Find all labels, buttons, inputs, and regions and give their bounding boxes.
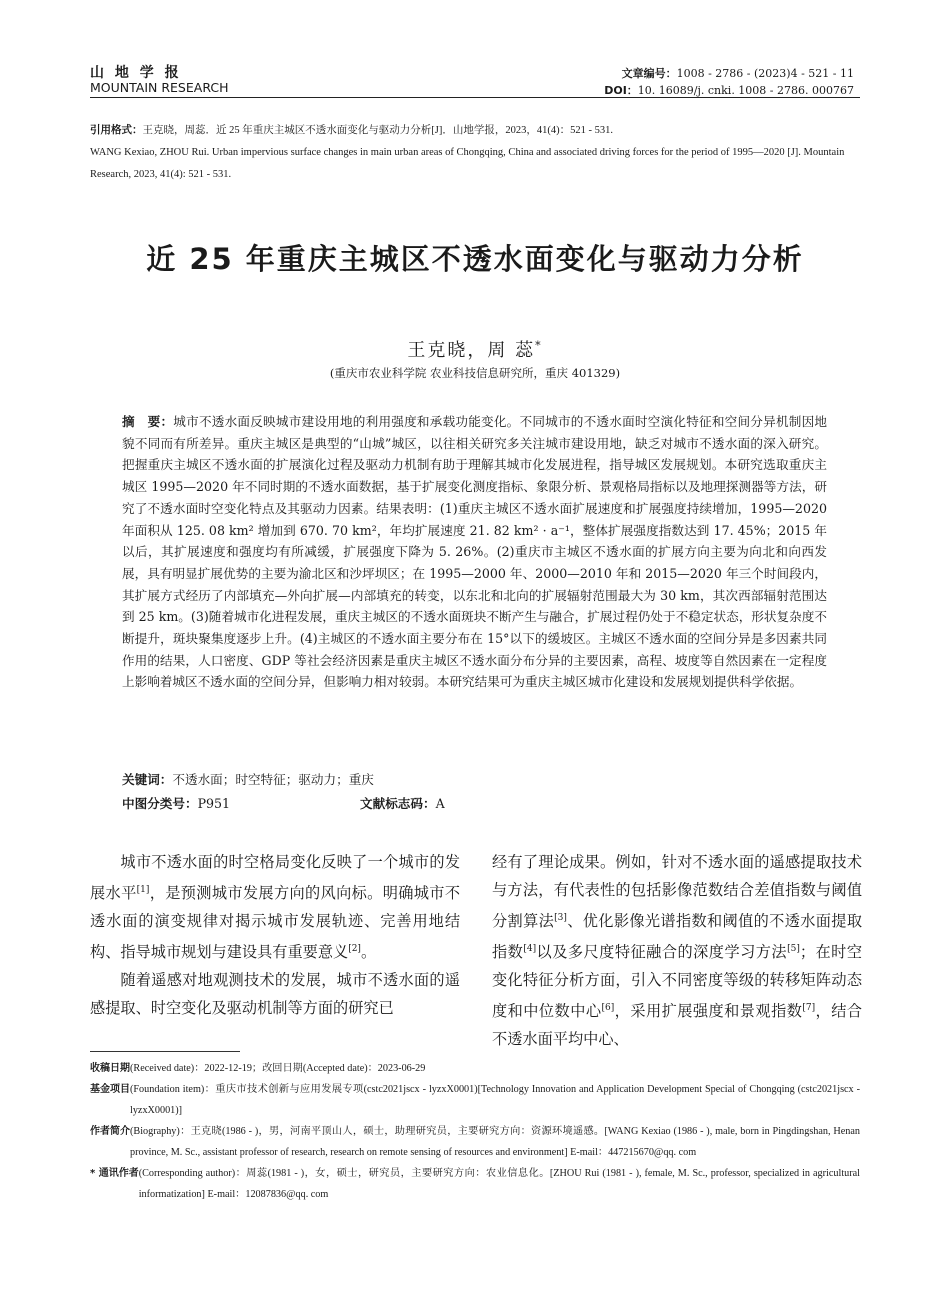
paragraph: 经有了理论成果。例如，针对不透水面的遥感提取技术与方法，有代表性的包括影像范数结合差值指数与阈值分割算法[3]、优化影像光谱指数和阈值的不透水面提取指数[4]以及多尺度特征融合的深度学习方法[5]；在时空变化特征分析方面，引入不同密度等级的转移矩阵动态度和中位数中心[6]，采用扩展强度和景观指数[7]，结合不透水面平均中心、 xyxy=(492,853,863,1049)
reference-link[interactable]: [6] xyxy=(601,1003,615,1014)
footnote-received: 收稿日期 (Received date)：2022-12-19；改回日期(Accepted date)：2023-06-29 xyxy=(90,1063,426,1074)
document-code: 文献标志码：A xyxy=(360,796,445,811)
article-meta xyxy=(604,65,854,99)
journal-name-cn: 山 地 学 报 xyxy=(90,65,182,81)
citation-block xyxy=(90,119,860,186)
header-divider xyxy=(90,97,860,98)
doi[interactable]: DOI：10. 16089/j. cnki. 1008 - 2786. 000767 xyxy=(604,84,854,97)
citation-en: WANG Kexiao, ZHOU Rui. Urban impervious surface changes in main urban areas of Chongqing, China and associated driving forces for the period of 1995—2020 [J]. Mountain Research, 2023, 41(4): 521 - 531. xyxy=(90,147,845,180)
abstract-label: 摘 要： xyxy=(122,414,174,429)
article-number: 文章编号：1008 - 2786 - (2023)4 - 521 - 11 xyxy=(621,67,854,80)
reference-link[interactable]: [3] xyxy=(554,913,567,923)
footnote-funding: 基金项目 (Foundation item)：重庆市技术创新与应用发展专项(cstc2021jscx - lyzxX0001)[Technology Innovation and Application Development Special of Chongqing (cstc2021jscx - lyzxX0001)] xyxy=(90,1084,860,1116)
reference-link[interactable]: [4] xyxy=(523,944,537,955)
authors: 王克晓，周 蕊* xyxy=(407,339,543,361)
abstract xyxy=(122,411,827,693)
paragraph: 随着遥感对地观测技术的发展，城市不透水面的遥感提取、时空变化及驱动机制等方面的研究已 xyxy=(90,971,460,1018)
footnote-corresponding: * 通讯作者 (Corresponding author)：周蕊(1981 - )，女，硕士，研究员，主要研究方向：农业信息化。[ZHOU Rui (1981 - ), female, M. Sc., professor, specialized in agricultural informatization] E-mail：12087836@qq. com xyxy=(90,1168,860,1200)
footnote-biography: 作者简介 (Biography)：王克晓(1986 - )，男，河南平顶山人，硕士，助理研究员，主要研究方向：资源环境遥感。[WANG Kexiao (1986 - ), male, born in Pingdingshan, Henan province, M. Sc., assistant professor of research, research on remote sensing of resources and environment] E-mail：447215670@qq. com xyxy=(90,1126,860,1158)
body-column-left xyxy=(90,848,460,1022)
body-column-right xyxy=(492,848,862,1053)
reference-link[interactable]: [2] xyxy=(348,944,361,955)
paper-title: 近 25 年重庆主城区不透水面变化与驱动力分析 xyxy=(146,242,804,276)
affiliation: (重庆市农业科学院 农业科技信息研究所，重庆 401329) xyxy=(329,366,621,380)
classification-number: 中图分类号：P951 xyxy=(122,796,231,811)
paragraph: 城市不透水面的时空格局变化反映了一个城市的发展水平[1]，是预测城市发展方向的风向标。明确城市不透水面的演变规律对揭示城市发展轨迹、完善用地结构、指导城市规划与建设具有重要意义[2]。 xyxy=(90,853,461,962)
reference-link[interactable]: [7] xyxy=(802,1003,816,1014)
journal-name-en: MOUNTAIN RESEARCH xyxy=(90,80,229,95)
keywords: 关键词：不透水面；时空特征；驱动力；重庆 xyxy=(122,772,374,787)
footnotes xyxy=(90,1058,860,1205)
reference-link[interactable]: [5] xyxy=(787,944,800,955)
abstract-text: 城市不透水面反映城市建设用地的利用强度和承载功能变化。不同城市的不透水面时空演化特征和空间分异机制因地貌不同而有所差异。重庆主城区是典型的“山城”城区，以往相关研究多关注城市建设用地，缺乏对城市不透水面的深入研究。把握重庆主城区不透水面的扩展演化过程及驱动力机制有助于理解其城市化发展进程，指导城区发展规划。本研究选取重庆主城区 1995—2020 年不同时期的不透水面数据，基于扩展变化测度指标、象限分析、景观格局指标以及地理探测器等方法，研究了不透水面时空变化特点及其驱动力因素。结果表明：(1)重庆主城区不透水面扩展速度和扩展强度持续增加，1995—2020 年面积从 125. 08 km² 增加到 670. 70 km²，年均扩展速度 21. 82 km² · a⁻¹，整体扩展强度指数达到 17. 45%；2015 年以后，其扩展速度和强度均有所减缓，扩展强度下降为 5. 26%。(2)重庆市主城区不透水面的扩展方向主要为向北和向西发展，具有明显扩展优势的主要为渝北区和沙坪坝区；在 1995—2000 年、2000—2010 年和 2015—2020 年三个时间段内，其扩展方式经历了内部填充—外向扩展—内部填充的转变，以东北和北向的扩展辐射范围最大为 30 km，其次西部辐射范围达到 25 km。(3)随着城市化进程发展，重庆主城区的不透水面斑块不断产生与融合，扩展过程仍处于不稳定状态，形状复杂度不断提升，斑块聚集度逐步上升。(4)主城区的不透水面主要分布在 15°以下的缓坡区。主城区不透水面的空间分异是多因素共同作用的结果，人口密度、GDP 等社会经济因素是重庆主城区不透水面分布分异的主要因素，高程、坡度等自然因素在一定程度上影响着城区不透水面的空间分异，但影响力相对较弱。本研究结果可为重庆主城区城市化建设和发展规划提供科学依据。 xyxy=(122,414,828,690)
reference-link[interactable]: [1] xyxy=(136,885,150,895)
footnote-divider xyxy=(90,1051,240,1052)
citation-cn: 引用格式：王克晓，周蕊．近 25 年重庆主城区不透水面变化与驱动力分析[J]．山地学报，2023，41(4)：521 - 531. xyxy=(90,124,613,136)
